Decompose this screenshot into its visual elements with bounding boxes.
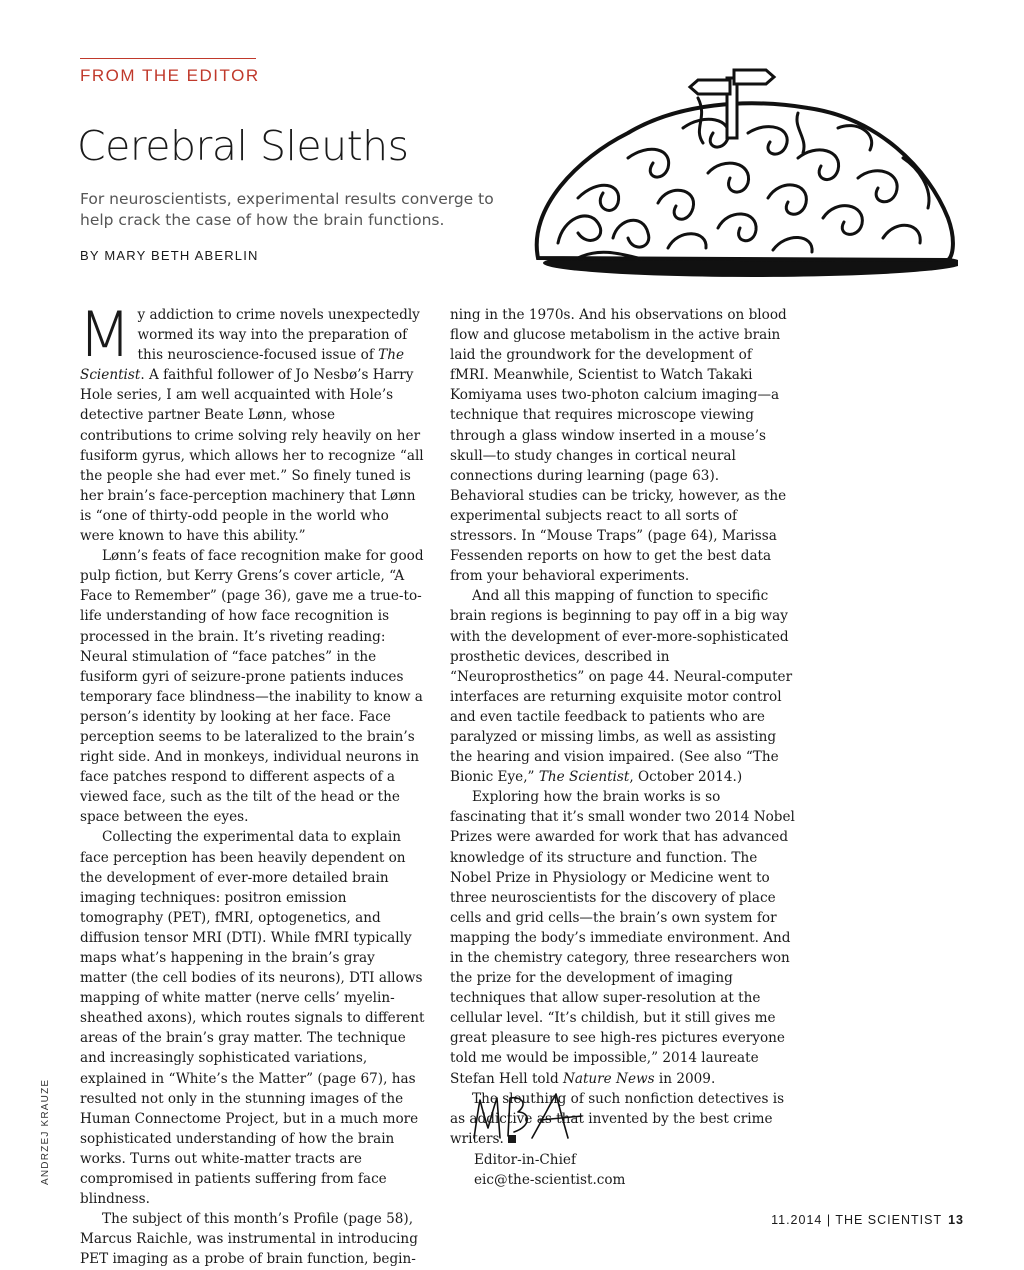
paragraph: The subject of this month’s Profile (page 58), Marcus Raichle, was instrumental in introducing PET imaging as a probe of brain function, begin- — [80, 1211, 418, 1268]
publication-name: The Scientist — [80, 347, 405, 384]
paragraph: Lønn’s feats of face recognition make for good pulp fiction, but Kerry Grens’s cover article, “A Face to Remember” (page 36), gave me a true-to-life understanding of how face recognition is processed in the brain. It’s riveting reading: Neural stimulation of “face patches” in the fusiform gyri of seizure-prone patients induces temporary face blindness—the inability to know a person’s identity by looking at her face. Face perception seems to be lateralized to the brain’s right side. And in monkeys, individual neurons in face patches respond to different aspects of a viewed face, such as the tilt of the head or the space between the eyes. — [80, 548, 424, 826]
text-run: y addiction to crime novels unexpectedly wormed its way into the preparation of this neuroscience-focused issue of — [137, 307, 420, 364]
article-deck: For neuroscientists, experimental results converge to help crack the case of how the brain functions. — [80, 190, 494, 229]
text-run: And all this mapping of function to specific brain regions is beginning to pay off in a big way with the development of ever-more-sophisticated prosthetic devices, described in “Neuroprosthetics” on page 44. Neural-computer interfaces are returning exquisite motor control and even tactile feedback to patients who are paralyzed or missing limbs, as well as assisting the hearing and vision impaired. (See also “The Bionic Eye,” — [450, 588, 793, 786]
paragraph — [450, 586, 795, 787]
text-run: Exploring how the brain works is so fascinating that it’s small wonder two 2014 Nobel Prizes were awarded for work that has advanced knowledge of its structure and function. The Nobel Prize in Physiology or Medicine went to three neuroscientists for the discovery of place cells and grid cells—the brain’s own system for mapping the body’s immediate environment. And in the chemistry category, three researchers won the prize for the development of imaging techniques that allow super-resolution at the cellular level. “It’s childish, but it still gives me great pleasure to see high-res pictures everyone told me would be impossible,” 2014 laureate Stefan Hell told — [450, 789, 795, 1087]
text-run: , October 2014.) — [629, 769, 743, 786]
signature — [470, 1090, 590, 1145]
publication-name: Nature News — [562, 1070, 655, 1087]
issue-label: 11.2014 | THE SCIENTIST — [771, 1213, 943, 1227]
article-column-2 — [450, 305, 795, 1149]
text-run: The sleuthing of such nonfiction detectives is as addictive as that invented by the best crime writers. — [450, 1090, 785, 1147]
drop-cap: M — [78, 298, 132, 371]
text-run: in 2009. — [654, 1070, 716, 1087]
paragraph — [450, 787, 795, 1088]
editor-email[interactable]: eic@the-scientist.com — [474, 1172, 626, 1188]
editor-title: Editor-in-Chief — [474, 1152, 576, 1168]
section-label: FROM THE EDITOR — [80, 66, 260, 85]
editor-signoff — [474, 1150, 625, 1190]
page-folio — [771, 1213, 964, 1227]
publication-name: The Scientist — [538, 769, 630, 786]
section-rule — [80, 58, 256, 59]
article-column-1 — [78, 298, 425, 1270]
paragraph: Collecting the experimental data to explain face perception has been heavily dependent on the development of ever-more detailed brain imaging techniques: positron emission tomography (PET), fMRI, optogenetics, and diffusion tensor MRI (DTI). While fMRI typically maps what’s happening in the brain’s gray matter (the cell bodies of its neurons), DTI allows mapping of white matter (nerve cells’ myelin-sheathed axons), which routes signals to different areas of the brain’s gray matter. The technique and increasingly sophisticated variations, explained in “White’s the Matter” (page 67), has resulted not only in the stunning images of the Human Connectome Project, but in a much more sophisticated understanding of how the brain works. Turns out white-matter tracts are compromised in patients suffering from face blindness. — [80, 829, 425, 1208]
byline: BY MARY BETH ABERLIN — [80, 248, 259, 263]
page-title: Cerebral Sleuths — [77, 122, 409, 170]
paragraph — [78, 298, 425, 546]
text-run: . A faithful follower of Jo Nesbø’s Harry Hole series, I am well acquainted with Hole’s detective partner Beate Lønn, whose contributions to crime solving rely heavily on her fusiform gyrus, which allows her to recognize “all the people she had ever met.” So finely tuned is her brain’s face-perception machinery that Lønn is “one of thirty-odd people in the world who were known to have this ability.” — [80, 367, 424, 545]
paragraph: ning in the 1970s. And his observations on blood flow and glucose metabolism in the active brain laid the groundwork for the development of fMRI. Meanwhile, Scientist to Watch Takaki Komiyama uses two-photon calcium imaging—a technique that requires microscope viewing through a glass window inserted in a mouse’s skull—to study changes in cortical neural connections during learning (page 63). Behavioral studies can be tricky, however, as the experimental subjects react to all sorts of stressors. In “Mouse Traps” (page 64), Marissa Fessenden reports on how to get the best data from your behavioral experiments. — [450, 307, 787, 585]
page-number: 13 — [948, 1213, 964, 1227]
brain-signpost-icon — [518, 58, 958, 278]
illustration-credit: ANDRZEJ KRAUZE — [40, 1078, 51, 1185]
